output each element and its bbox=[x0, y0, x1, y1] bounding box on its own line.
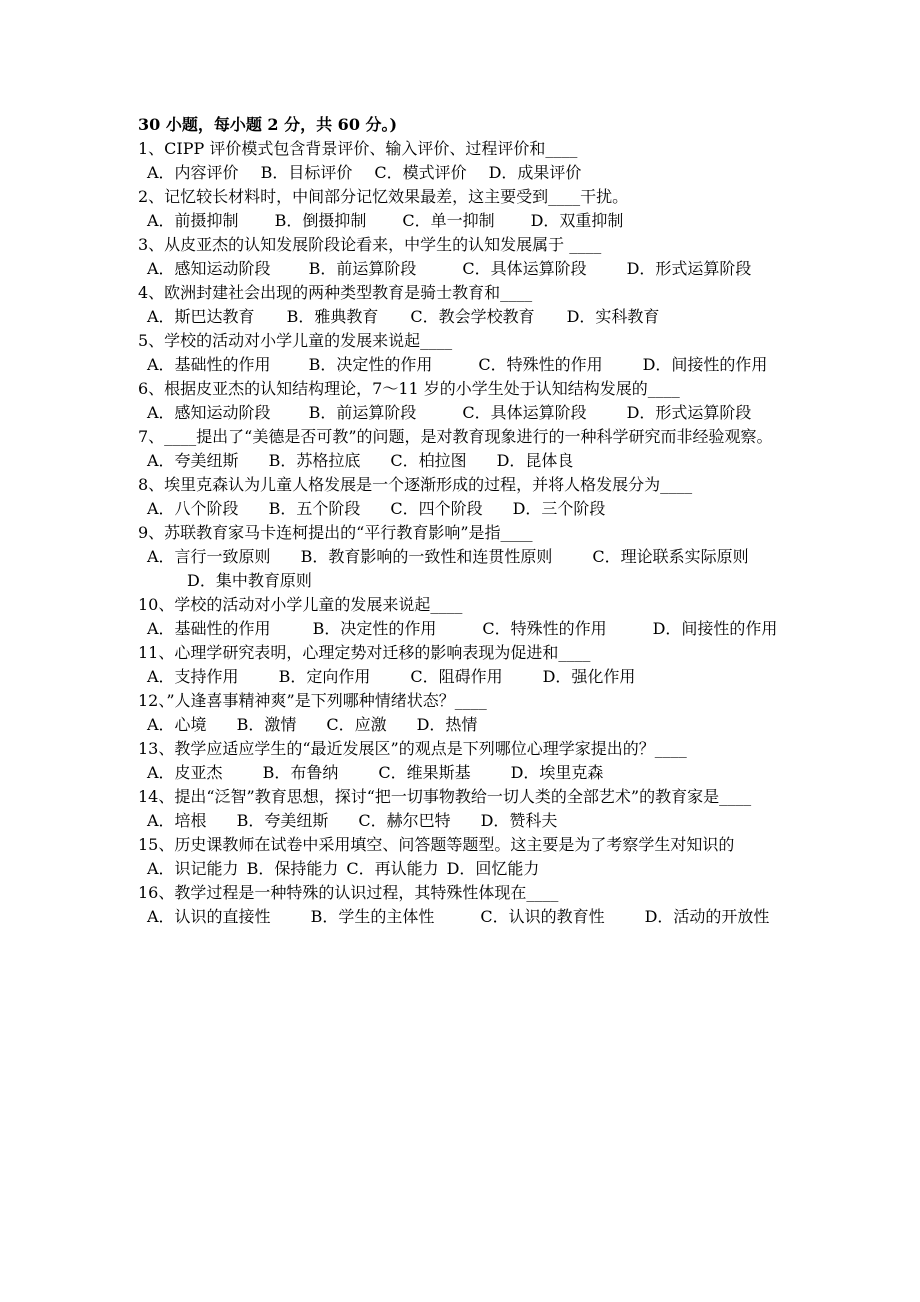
option-b: B．布鲁纳 bbox=[262, 763, 339, 782]
option-a: A．感知运动阶段 bbox=[147, 403, 271, 422]
question-stem: 10、学校的活动对小学儿童的发展来说起____ bbox=[138, 595, 463, 614]
question-2 bbox=[138, 185, 788, 233]
option-c: C．柏拉图 bbox=[390, 451, 467, 470]
option-a: A．支持作用 bbox=[147, 667, 239, 686]
option-b: B．决定性的作用 bbox=[308, 355, 433, 374]
option-a: A．内容评价 bbox=[147, 163, 239, 182]
option-a: A．斯巴达教育 bbox=[147, 307, 255, 326]
option-c: C．特殊性的作用 bbox=[482, 619, 607, 638]
option-a: A．夸美纽斯 bbox=[147, 451, 239, 470]
option-b: B．教育影响的一致性和连贯性原则 bbox=[300, 547, 553, 566]
option-a: A．识记能力 bbox=[147, 859, 239, 878]
question-options bbox=[138, 857, 788, 881]
option-c: C．四个阶段 bbox=[390, 499, 483, 518]
section-heading: 30 小题，每小题 2 分，共 60 分。) bbox=[138, 115, 398, 134]
option-a: A．感知运动阶段 bbox=[147, 259, 271, 278]
option-a: A．认识的直接性 bbox=[147, 907, 271, 926]
option-d: D．间接性的作用 bbox=[642, 355, 768, 374]
option-c: C．具体运算阶段 bbox=[462, 259, 587, 278]
option-b: B．五个阶段 bbox=[268, 499, 361, 518]
question-stem: 11、心理学研究表明，心理定势对迁移的影响表现为促进和____ bbox=[138, 643, 591, 662]
question-6 bbox=[138, 377, 788, 425]
option-c: C．赫尔巴特 bbox=[358, 811, 451, 830]
question-stem: 9、苏联教育家马卡连柯提出的“平行教育影响”是指____ bbox=[138, 523, 533, 542]
option-d: D．赞科夫 bbox=[480, 811, 558, 830]
option-b: B．苏格拉底 bbox=[268, 451, 361, 470]
question-stem: 7、____提出了“美德是否可教”的问题，是对教育现象进行的一种科学研究而非经验观察。 bbox=[138, 427, 773, 446]
option-c: C．维果斯基 bbox=[378, 763, 471, 782]
option-d: D．双重抑制 bbox=[530, 211, 624, 230]
question-options bbox=[138, 401, 788, 425]
question-options bbox=[138, 497, 788, 521]
question-options bbox=[138, 617, 788, 641]
question-options bbox=[138, 305, 788, 329]
option-d: D．形式运算阶段 bbox=[626, 259, 752, 278]
option-c: C．应激 bbox=[326, 715, 387, 734]
question-stem: 5、学校的活动对小学儿童的发展来说起____ bbox=[138, 331, 453, 350]
question-list bbox=[138, 137, 788, 929]
option-b: B．倒摄抑制 bbox=[274, 211, 367, 230]
option-b: B．激情 bbox=[236, 715, 297, 734]
question-9 bbox=[138, 521, 788, 593]
option-a: A．八个阶段 bbox=[147, 499, 239, 518]
question-options bbox=[138, 761, 788, 785]
option-a: A．培根 bbox=[147, 811, 207, 830]
option-d: D．强化作用 bbox=[542, 667, 636, 686]
question-options bbox=[138, 665, 788, 689]
option-a: A．基础性的作用 bbox=[147, 355, 271, 374]
question-15 bbox=[138, 833, 788, 881]
question-10 bbox=[138, 593, 788, 641]
document-body bbox=[138, 113, 788, 929]
question-options bbox=[138, 545, 788, 593]
option-d: D．形式运算阶段 bbox=[626, 403, 752, 422]
option-b: B．定向作用 bbox=[278, 667, 371, 686]
question-8 bbox=[138, 473, 788, 521]
option-c: C．认识的教育性 bbox=[480, 907, 605, 926]
option-b: B．目标评价 bbox=[260, 163, 353, 182]
option-c: C．教会学校教育 bbox=[410, 307, 535, 326]
option-d: D．埃里克森 bbox=[510, 763, 604, 782]
question-7 bbox=[138, 425, 788, 473]
question-stem: 4、欧洲封建社会出现的两种类型教育是骑士教育和____ bbox=[138, 283, 533, 302]
option-d: D．回忆能力 bbox=[446, 859, 540, 878]
question-options bbox=[138, 809, 788, 833]
question-stem: 8、埃里克森认为儿童人格发展是一个逐渐形成的过程，并将人格发展分为____ bbox=[138, 475, 693, 494]
option-d: D．热情 bbox=[416, 715, 478, 734]
option-c: C．特殊性的作用 bbox=[478, 355, 603, 374]
question-stem: 14、提出“泛智”教育思想，探讨“把一切事物教给一切人类的全部艺术”的教育家是____ bbox=[138, 787, 752, 806]
option-b: B．前运算阶段 bbox=[308, 259, 417, 278]
option-a: A．前摄抑制 bbox=[147, 211, 239, 230]
question-options bbox=[138, 905, 788, 929]
question-14 bbox=[138, 785, 788, 833]
question-12 bbox=[138, 689, 788, 737]
option-a: A．心境 bbox=[147, 715, 207, 734]
question-options bbox=[138, 713, 788, 737]
question-stem: 12、”人逢喜事精神爽”是下列哪种情绪状态？____ bbox=[138, 691, 487, 710]
option-d: D．实科教育 bbox=[566, 307, 660, 326]
question-options bbox=[138, 353, 788, 377]
question-stem: 1、CIPP 评价模式包含背景评价、输入评价、过程评价和____ bbox=[138, 139, 578, 158]
question-11 bbox=[138, 641, 788, 689]
option-d: D．间接性的作用 bbox=[652, 619, 778, 638]
question-16 bbox=[138, 881, 788, 929]
question-3 bbox=[138, 233, 788, 281]
option-d: D．三个阶段 bbox=[512, 499, 606, 518]
question-5 bbox=[138, 329, 788, 377]
question-stem: 13、教学应适应学生的“最近发展区”的观点是下列哪位心理学家提出的？____ bbox=[138, 739, 687, 758]
option-d: D．集中教育原则 bbox=[187, 571, 312, 590]
question-1 bbox=[138, 137, 788, 185]
option-a: A．基础性的作用 bbox=[147, 619, 271, 638]
option-b: B．学生的主体性 bbox=[310, 907, 435, 926]
option-b: B．雅典教育 bbox=[286, 307, 379, 326]
question-stem: 2、记忆较长材料时，中间部分记忆效果最差，这主要受到____干扰。 bbox=[138, 187, 629, 206]
option-c: C．阻碍作用 bbox=[410, 667, 503, 686]
option-c: C．再认能力 bbox=[346, 859, 439, 878]
option-d: D．昆体良 bbox=[496, 451, 574, 470]
option-a: A．皮亚杰 bbox=[147, 763, 223, 782]
question-stem: 6、根据皮亚杰的认知结构理论，7～11 岁的小学生处于认知结构发展的____ bbox=[138, 379, 680, 398]
question-4 bbox=[138, 281, 788, 329]
option-d: D．成果评价 bbox=[488, 163, 582, 182]
question-options bbox=[138, 161, 788, 185]
question-stem: 3、从皮亚杰的认知发展阶段论看来，中学生的认知发展属于 ____ bbox=[138, 235, 602, 254]
question-13 bbox=[138, 737, 788, 785]
option-d: D．活动的开放性 bbox=[644, 907, 770, 926]
option-c: C．理论联系实际原则 bbox=[592, 547, 749, 566]
option-b: B．夸美纽斯 bbox=[236, 811, 329, 830]
option-c: C．具体运算阶段 bbox=[462, 403, 587, 422]
option-c: C．模式评价 bbox=[374, 163, 467, 182]
option-a: A．言行一致原则 bbox=[147, 547, 271, 566]
question-stem: 16、教学过程是一种特殊的认识过程，其特殊性体现在____ bbox=[138, 883, 559, 902]
question-options bbox=[138, 257, 788, 281]
option-b: B．保持能力 bbox=[246, 859, 339, 878]
option-b: B．前运算阶段 bbox=[308, 403, 417, 422]
option-c: C．单一抑制 bbox=[402, 211, 495, 230]
option-b: B．决定性的作用 bbox=[312, 619, 437, 638]
question-stem: 15、历史课教师在试卷中采用填空、问答题等题型。这主要是为了考察学生对知识的 bbox=[138, 835, 735, 854]
question-options bbox=[138, 449, 788, 473]
question-options bbox=[138, 209, 788, 233]
